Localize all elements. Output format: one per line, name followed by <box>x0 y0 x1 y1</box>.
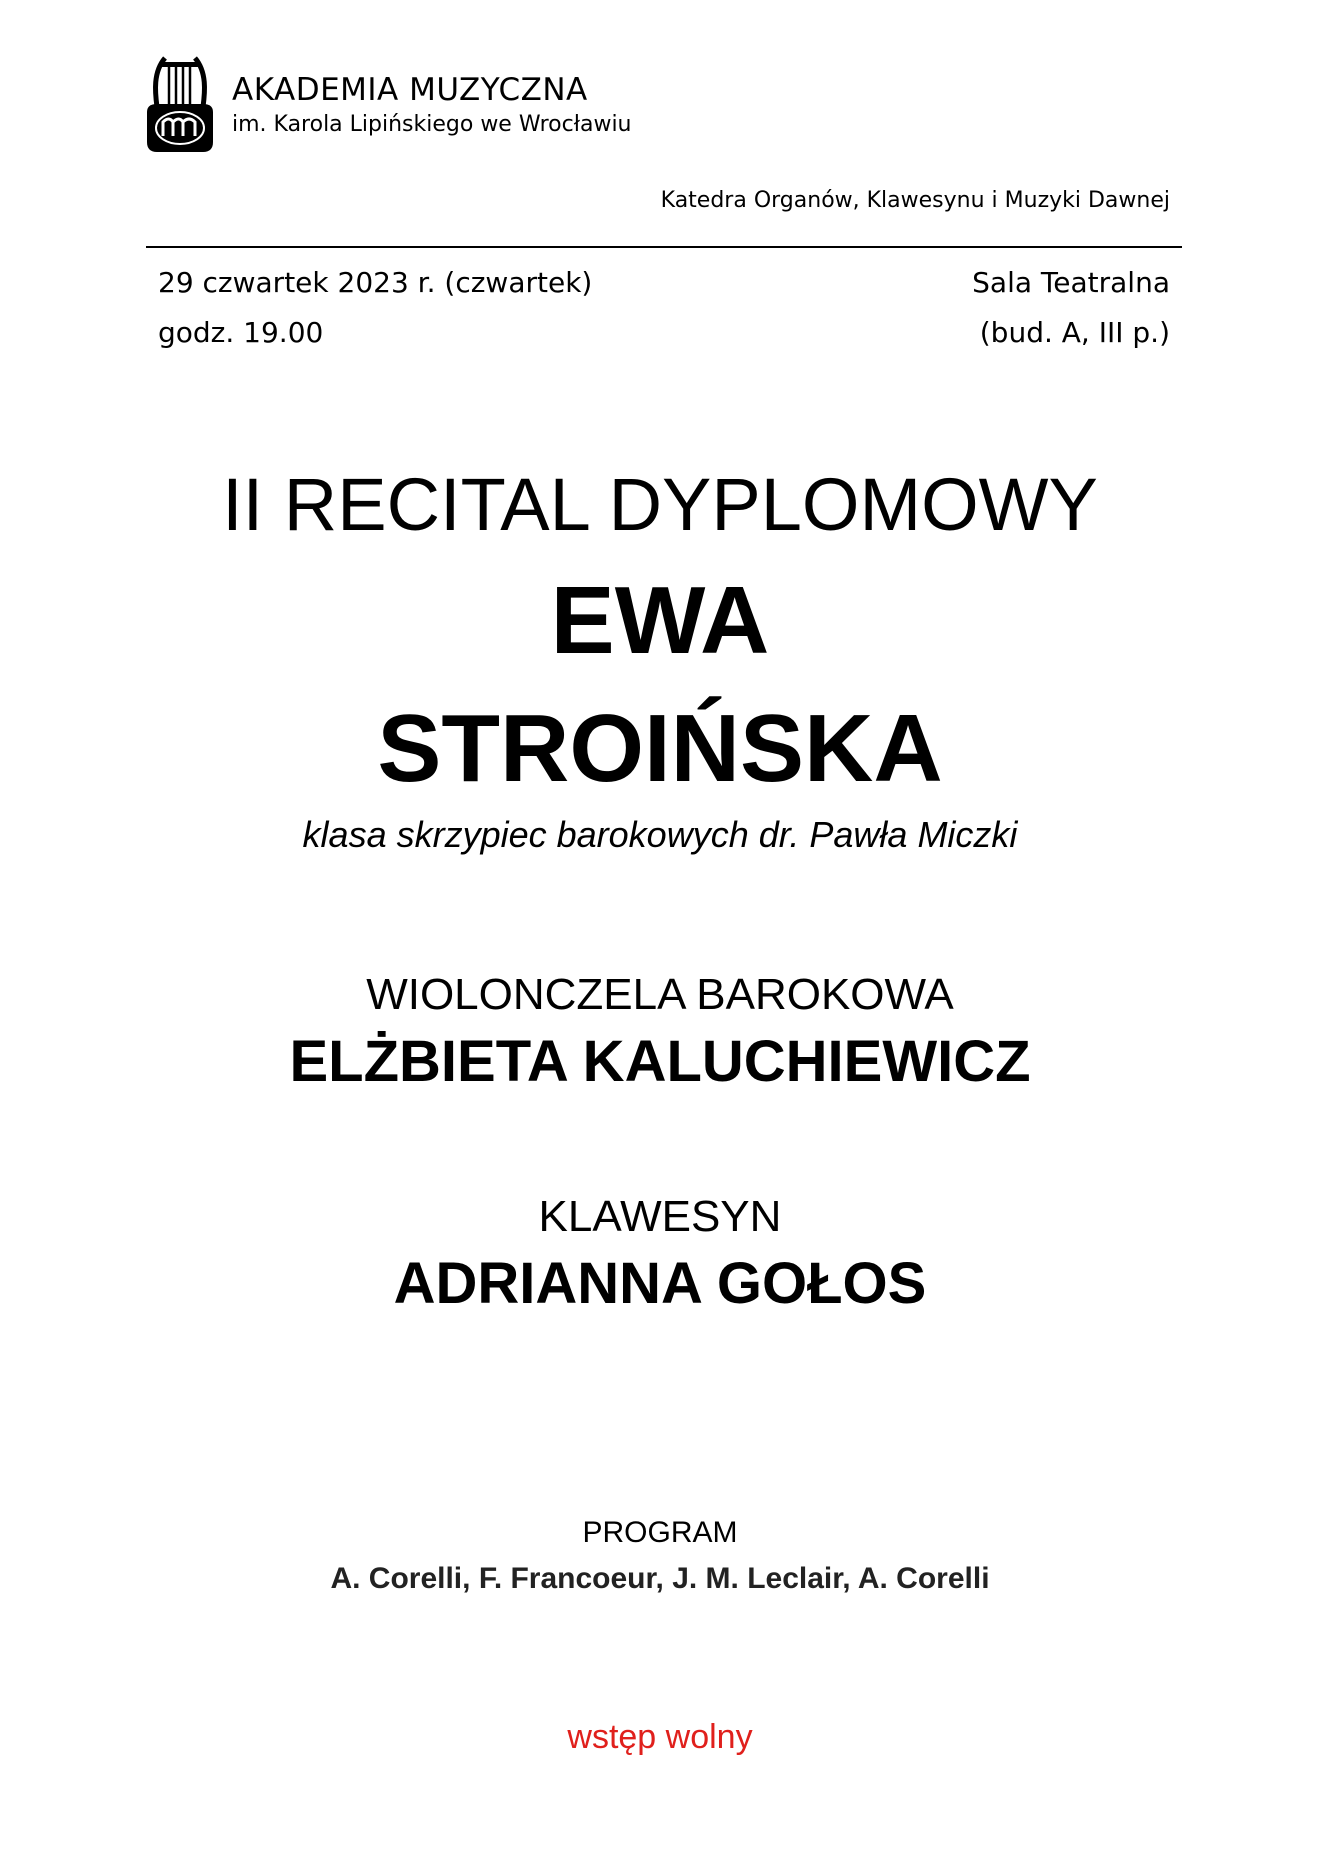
accompanist-name: ADRIANNA GOŁOS <box>393 1251 927 1316</box>
event-date: 29 czwartek 2023 r. (czwartek) <box>158 266 593 299</box>
department-name: Katedra Organów, Klawesynu i Muzyki Dawnej <box>660 188 1170 213</box>
class-info: klasa skrzypiec barokowych dr. Pawła Miczki <box>302 814 1018 855</box>
lyre-icon <box>145 52 215 154</box>
program-heading: PROGRAM <box>582 1516 738 1549</box>
event-venue-detail: (bud. A, III p.) <box>979 316 1170 349</box>
institution-subtitle: im. Karola Lipińskiego we Wrocławiu <box>232 112 632 137</box>
academy-logo <box>145 52 215 154</box>
program-composers: A. Corelli, F. Francoeur, J. M. Leclair, A. Corelli <box>330 1562 990 1595</box>
header-divider <box>146 246 1182 248</box>
instrument-label: WIOLONCZELA BAROKOWA <box>366 970 954 1019</box>
instrument-label: KLAWESYN <box>538 1192 782 1241</box>
recital-title: II RECITAL DYPLOMOWY <box>222 463 1098 546</box>
performer-last-name: STROIŃSKA <box>377 695 943 802</box>
event-time: godz. 19.00 <box>158 316 324 349</box>
free-entry-note: wstęp wolny <box>567 1718 753 1756</box>
performer-first-name: EWA <box>550 567 770 674</box>
accompanist-name: ELŻBIETA KALUCHIEWICZ <box>289 1029 1031 1094</box>
event-venue: Sala Teatralna <box>972 266 1170 299</box>
institution-name: AKADEMIA MUZYCZNA <box>232 72 588 108</box>
